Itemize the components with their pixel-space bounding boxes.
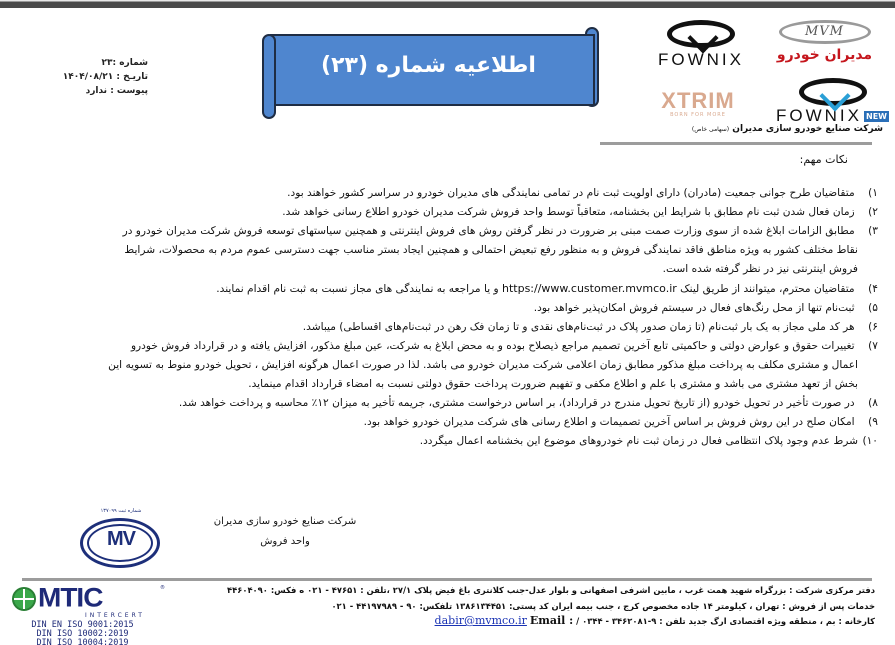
signature-unit: واحد فروش — [260, 536, 310, 547]
globe-icon — [12, 587, 36, 611]
customer-portal-link[interactable]: https://www.customer.mvmco.ir — [502, 282, 677, 295]
list-item — [20, 299, 878, 318]
item-text: شرط عدم وجود پلاک انتظامی فعال در زمان ثبت نام خودروهای موضوع این بخشنامه اعمال میگردد. — [419, 435, 858, 447]
item-text: زمان فعال شدن ثبت نام مطابق با شرایط این بخشنامه، متعاقباً توسط واحد فروش شرکت مدیران خودرو اطلاع رسانی خواهد شد. — [282, 206, 855, 218]
fownix-wordmark: FOWNIX — [658, 50, 744, 69]
item-text: بخش از تعهد مشتری می باشد و مشتری با علم و اطلاع مکفی و تفهیم ضرورت پرداخت حقوق دولتی نسبت به امضاء قرارداد اقدام مینماید. — [248, 378, 858, 390]
item-number: ۴) — [868, 283, 878, 295]
signature-block — [200, 512, 370, 552]
item-number: ۶) — [868, 321, 878, 333]
factory-address-text: کارخانه : بم ، منطقه ویژه اقتصادی ارگ جدید تلفن : ۹-۳۴۶۲۰۸۱ - ۰۳۴۴ / — [576, 616, 875, 626]
page-title: اطلاعیه شماره (۲۳) — [321, 53, 536, 78]
item-text: اعمال و مشتری مکلف به پرداخت مبلغ مذکور مطابق زمان اعلامی شرکت مدیران خودرو می باشد. لذا در صورت اعمال هرگونه افزایش ، تحویل خودرو منوط به تسویه این — [108, 359, 858, 371]
letter-number: شماره :۲۳ — [101, 58, 148, 68]
item-number: ۱) — [868, 187, 878, 199]
item-number: ۱۰) — [862, 435, 878, 447]
seal-monogram: MV — [107, 528, 135, 550]
fownix-emblem-icon — [667, 20, 735, 48]
item-number: ۵) — [868, 302, 878, 314]
list-item — [20, 184, 878, 203]
item-text: فروش اینترنتی نیز در نظر گرفته شده است. — [662, 263, 858, 275]
list-item — [20, 394, 878, 413]
xtrim-logo — [648, 90, 748, 120]
item-text: در صورت تأخیر در تحویل خودرو (از تاریخ تحویل مندرج در قرارداد)، بر اساس درخواست مشتری، جریمه تأخیر به میزان ۱۲٪ محاسبه و پرداخت خواهد شد. — [178, 397, 855, 409]
list-item — [20, 279, 878, 299]
letter-attachment: پیوست : ندارد — [85, 86, 148, 96]
item-text: متقاضیان محترم، میتوانند از طریق لینک — [680, 283, 855, 295]
list-item — [20, 432, 878, 451]
mtic-wordmark: MTIC — [38, 582, 103, 613]
window-top-bar — [0, 0, 895, 8]
iso-cert: DIN ISO 10002:2019 — [36, 629, 129, 639]
footer-divider — [22, 578, 872, 581]
company-type: (سهامی خاص) — [691, 126, 730, 133]
address-headquarters: دفتر مرکزی شرکت : بزرگراه شهید همت غرب ، مابین اشرفی اصفهانی و بلوار عدل-جنب کلانتری باغ فیض پلاک ۲۷/۱ ،تلفن : ۴۷۶۵۱ - ۰۲۱ ه فکس: ۴۴۶۰۴۰۹۰ — [227, 585, 875, 595]
xtrim-wordmark: XTRIM — [661, 88, 735, 113]
mvm-logo — [772, 20, 877, 70]
registered-icon: ® — [160, 585, 165, 591]
item-text: متقاضیان طرح جوانی جمعیت (مادران) دارای اولویت ثبت نام در تمامی نمایندگی های مدیران خودرو در سراسر کشور خواهند بود. — [287, 187, 855, 199]
item-number: ۷) — [868, 340, 878, 352]
email-label: Email : — [529, 614, 574, 627]
iso-cert: DIN ISO 10004:2019 — [36, 638, 129, 645]
notes-list — [20, 184, 878, 451]
item-number: ۲) — [868, 206, 878, 218]
fownix-new-emblem-icon — [799, 78, 867, 106]
seal-caption: شماره ثبت ۱۳۷۰۹۹ — [100, 508, 142, 514]
title-banner — [262, 33, 595, 108]
notes-heading: نکات مهم: — [799, 153, 848, 166]
header-divider — [600, 142, 872, 145]
mvm-emblem-icon: MVM — [779, 20, 871, 44]
item-number: ۳) — [868, 225, 878, 237]
address-factory — [255, 614, 875, 627]
list-item — [20, 318, 878, 337]
item-text: هر کد ملی مجاز به یک بار ثبت‌نام (تا زمان صدور پلاک در ثبت‌نام‌های نقدی و تا زمان فک رهن در ثبت‌نام‌های اقساطی) میباشد. — [302, 321, 855, 333]
company-name-header — [623, 124, 883, 134]
list-item — [20, 222, 878, 279]
address-after-sales: خدمات پس از فروش : تهران ، کیلومتر ۱۴ جاده مخصوص کرج ، جنب بیمه ایران کد پستی: ۱۳۸۶۱۳۴۴۵۱ تلفکس: ۹۰ - ۴۴۱۹۷۹۸۹ - ۰۲۱ — [331, 601, 875, 611]
email-link[interactable]: dabir@mvmco.ir — [434, 614, 527, 627]
item-number: ۸) — [868, 397, 878, 409]
xtrim-tagline: BORN FOR MORE — [670, 112, 726, 118]
item-number: ۹) — [868, 416, 878, 428]
list-item — [20, 203, 878, 222]
iso-cert: DIN EN ISO 9001:2015 — [31, 620, 134, 630]
mvm-wordmark: مدیران خودرو — [776, 47, 873, 63]
letter-date: تاریـخ : ۱۴۰۴/۰۸/۲۱ — [62, 72, 148, 82]
letter-meta — [40, 56, 148, 98]
item-text: ثبت‌نام تنها از محل رنگ‌های فعال در سیستم فروش امکان‌پذیر خواهد بود. — [533, 302, 855, 314]
mtic-certification-logo — [10, 582, 165, 645]
item-text: تغییرات حقوق و عوارض دولتی و حاکمیتی تابع آخرین تصمیم مراجع ذیصلاح بوده و به محض ابلاغ به شرکت، عین مبلغ مذکور، افزایش یافته و در قرارداد فروش خودرو — [130, 340, 855, 352]
list-item — [20, 413, 878, 432]
item-text: نقاط مختلف کشور به ویژه مناطق فاقد نمایندگی فروش و به منظور رفع تبعیض احتمالی و همچنین ایجاد بستر مناسب جهت دسترسی عموم مردم به محصولات، شرایط — [124, 244, 858, 256]
item-text: و یا مراجعه به نمایندگی های مجاز نسبت به ثبت نام اقدام نمایند. — [216, 283, 499, 295]
company-name: شرکت صنایع خودرو سازی مدیران — [732, 124, 883, 134]
item-text: مطابق الزامات ابلاغ شده از سوی وزارت صمت مبنی بر ضرورت در نظر گرفتن روش های فروش اینترنتی و همچنین سیاستهای توسعه فروش شرکت مدیران خودرو در — [122, 225, 855, 237]
list-item — [20, 337, 878, 394]
fownix-new-wordmark: FOWNIX — [776, 106, 862, 125]
new-badge: NEW — [866, 112, 887, 121]
item-text: امکان صلح در این روش فروش بر اساس آخرین تصمیمات و اطلاع رسانی های شرکت مدیران خودرو خواهد بود. — [363, 416, 855, 428]
signature-company: شرکت صنایع خودرو سازی مدیران — [213, 516, 357, 527]
fownix-new-logo — [770, 78, 895, 123]
intercert-label: INTERCERT — [85, 612, 145, 619]
fownix-logo — [646, 20, 756, 70]
company-seal — [78, 508, 164, 572]
